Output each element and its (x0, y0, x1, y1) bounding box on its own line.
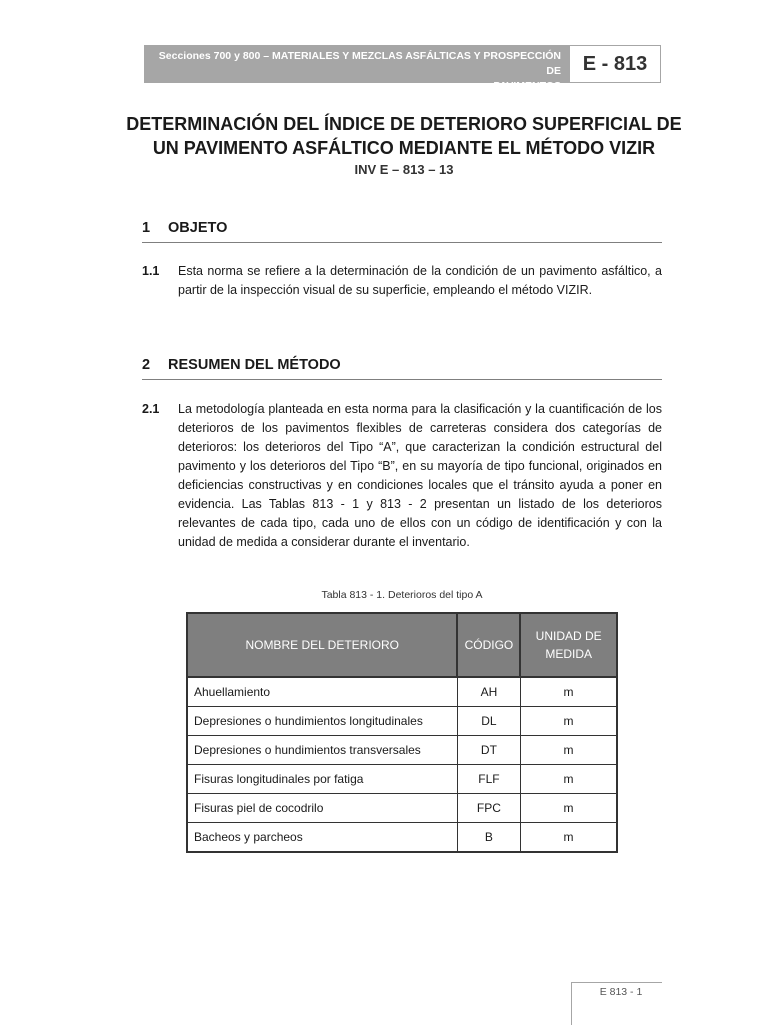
paragraph-number: 2.1 (142, 402, 160, 416)
deterioration-unit: m (520, 765, 617, 794)
deterioration-name: Bacheos y parcheos (187, 823, 457, 853)
paragraph-number: 1.1 (142, 264, 160, 278)
deterioration-name: Depresiones o hundimientos transversales (187, 736, 457, 765)
section-title: OBJETO (168, 220, 228, 236)
paragraph-text: Esta norma se refiere a la determinación de la condición de un pavimento asfáltico, a partir de la inspección visual de su superficie, empleando el método VIZIR. (178, 264, 662, 297)
column-header-name: NOMBRE DEL DETERIORO (187, 613, 457, 677)
paragraph-1-1 (142, 262, 662, 300)
deterioration-code: AH (457, 677, 520, 707)
section-number: 2 (142, 357, 151, 373)
deterioration-name: Fisuras longitudinales por fatiga (187, 765, 457, 794)
deterioration-unit: m (520, 707, 617, 736)
header-section-band (144, 45, 569, 92)
table-caption: Tabla 813 - 1. Deterioros del tipo A (321, 589, 483, 601)
table-row (187, 736, 617, 765)
paragraph-2-1 (142, 400, 662, 552)
deterioration-unit: m (520, 823, 617, 853)
section-number: 1 (142, 220, 151, 236)
deterioration-name: Ahuellamiento (187, 677, 457, 707)
header-section-line1: Secciones 700 y 800 – MATERIALES Y MEZCLAS ASFÁLTICAS Y PROSPECCIÓN DE (158, 50, 561, 77)
deterioration-table (186, 612, 618, 853)
deterioration-unit: m (520, 677, 617, 707)
column-header-code: CÓDIGO (457, 613, 520, 677)
deterioration-unit: m (520, 736, 617, 765)
table-row (187, 823, 617, 853)
standard-code-box: E - 813 (569, 45, 661, 83)
deterioration-name: Depresiones o hundimientos longitudinales (187, 707, 457, 736)
page-number: E 813 - 1 (599, 986, 643, 998)
table-row (187, 765, 617, 794)
deterioration-code: DL (457, 707, 520, 736)
table-row (187, 707, 617, 736)
standard-reference: INV E – 813 – 13 (354, 162, 454, 177)
deterioration-name: Fisuras piel de cocodrilo (187, 794, 457, 823)
table-header-row (187, 613, 617, 677)
section-heading-resumen (142, 357, 662, 380)
title-line-2: UN PAVIMENTO ASFÁLTICO MEDIANTE EL MÉTODO VIZIR (152, 138, 656, 158)
section-title: RESUMEN DEL MÉTODO (168, 357, 341, 373)
deterioration-code: FPC (457, 794, 520, 823)
deterioration-code: B (457, 823, 520, 853)
column-header-unit: UNIDAD DE MEDIDA (520, 613, 617, 677)
table-row (187, 794, 617, 823)
title-line-1: DETERMINACIÓN DEL ÍNDICE DE DETERIORO SUPERFICIAL DE (126, 114, 682, 134)
deterioration-code: DT (457, 736, 520, 765)
section-heading-objeto (142, 220, 662, 243)
deterioration-code: FLF (457, 765, 520, 794)
table-row (187, 677, 617, 707)
header-section-line2: PAVIMENTOS (493, 80, 561, 92)
deterioration-unit: m (520, 794, 617, 823)
page-title (110, 112, 698, 160)
paragraph-text: La metodología planteada en esta norma para la clasificación y la cuantificación de los deterioros de los pavimentos flexibles de carreteras considera dos categorías de deterioros: los deterioros del Tipo “A”, que caracterizan la condición estructural del pavimento y los deterioros del Tipo “B”, en su mayoría de tipo funcional, originados en deficiencias constructivas y en condiciones locales que el tránsito ayuda a poner en evidencia. Las Tablas 813 - 1 y 813 - 2 presentan un listado de los deterioros relevantes de cada tipo, cada uno de ellos con un código de identificación y con la unidad de medida a considerar durante el inventario. (178, 402, 662, 549)
